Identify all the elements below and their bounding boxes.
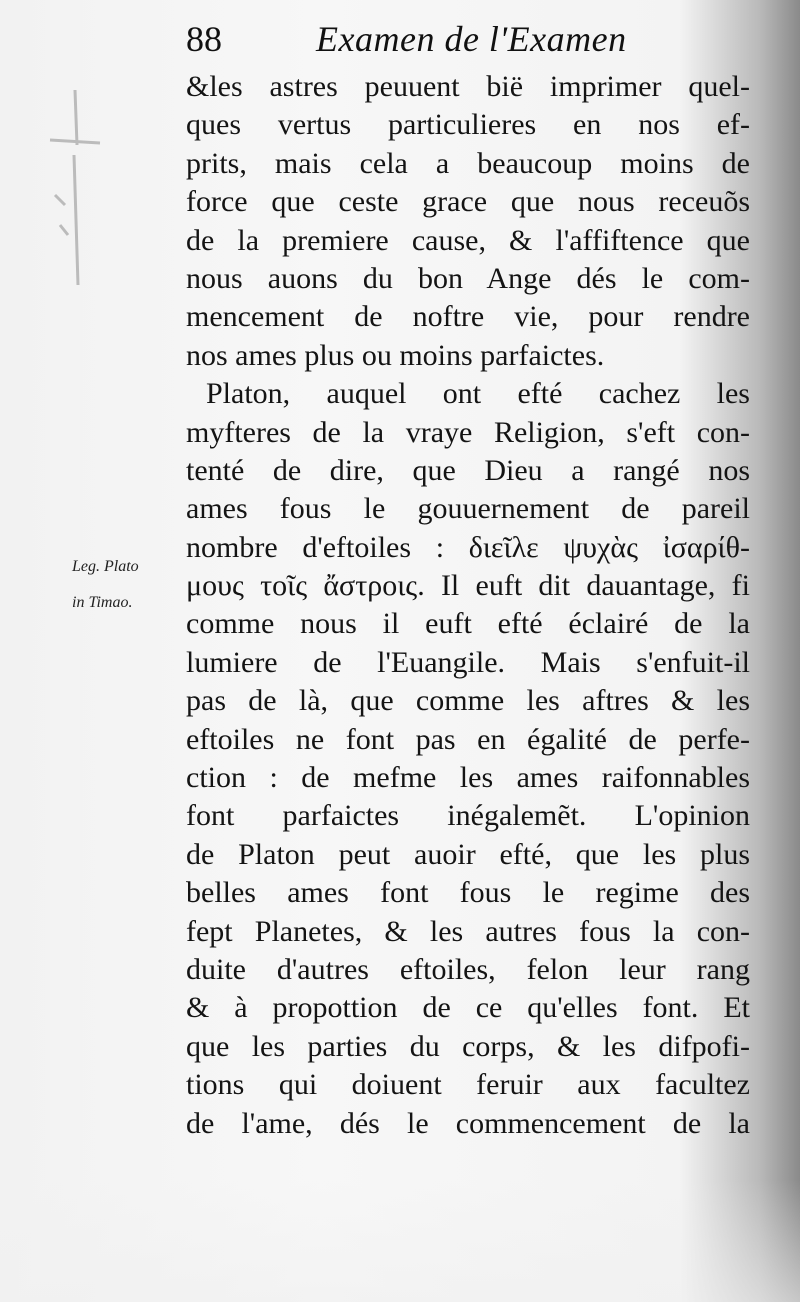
text-line: pas de là, que comme les aftres & les [186,684,750,718]
text-line: Platon, auquel ont efté cachez les [206,377,750,411]
text-line: ames fous le gouuernement de pareil [186,492,750,526]
page-bottom-shadow [0,1180,800,1302]
text-line: duite d'autres eftoiles, felon leur rang [186,952,750,986]
running-head [186,18,666,74]
text-line: tenté de dire, que Dieu a rangé nos [186,453,750,487]
page-number: 88 [186,19,222,59]
text-line: & à propottion de ce qu'elles font. Et [186,991,750,1025]
text-line: nombre d'eftoiles : διεῖλε ψυχὰς ἰσαρίθ- [186,530,750,564]
text-line: que les parties du corps, & les difpofi- [186,1029,750,1063]
text-line: μους τοῖς ἄστροις. Il euft dit dauantage, fi [186,569,750,603]
margin-note-line: Leg. Plato [72,558,139,575]
text-line: de la premiere cause, & l'affiftence que [186,223,750,257]
marginal-note [72,549,182,621]
body-text [186,68,750,1143]
text-line: nous auons du bon Ange dés le com- [186,261,750,295]
text-line: font parfaictes inégalemẽt. L'opinion [186,799,750,833]
text-line: eftoiles ne font pas en égalité de perfe- [186,722,750,756]
text-line: nos ames plus ou moins parfaictes. [186,338,605,372]
running-title: Examen de l'Examen [316,19,627,59]
text-line: belles ames font fous le regime des [186,876,750,910]
margin-note-line: in Timao. [72,594,133,611]
text-line: lumiere de l'Euangile. Mais s'enfuit-il [186,645,750,679]
text-line: myfteres de la vraye Religion, s'eft con- [186,415,750,449]
text-line: prits, mais cela a beaucoup moins de [186,146,750,180]
text-line: &les astres peuuent bië imprimer quel- [186,70,750,103]
text-line: tions qui doiuent feruir aux facultez [186,1068,750,1102]
text-line: de l'ame, dés le commencement de la [186,1106,750,1140]
text-line: fept Planetes, & les autres fous la con- [186,914,750,948]
text-line: de Platon peut auoir efté, que les plus [186,837,750,871]
ink-bleed-mark [30,85,110,295]
text-line: comme nous il euft efté éclairé de la [186,607,750,641]
text-line: mencement de noftre vie, pour rendre [186,300,750,334]
text-line: ques vertus particulieres en nos ef- [186,108,750,142]
text-line: ction : de mefme les ames raifonnables [186,761,750,795]
text-line: force que ceste grace que nous receuõs [186,185,750,219]
